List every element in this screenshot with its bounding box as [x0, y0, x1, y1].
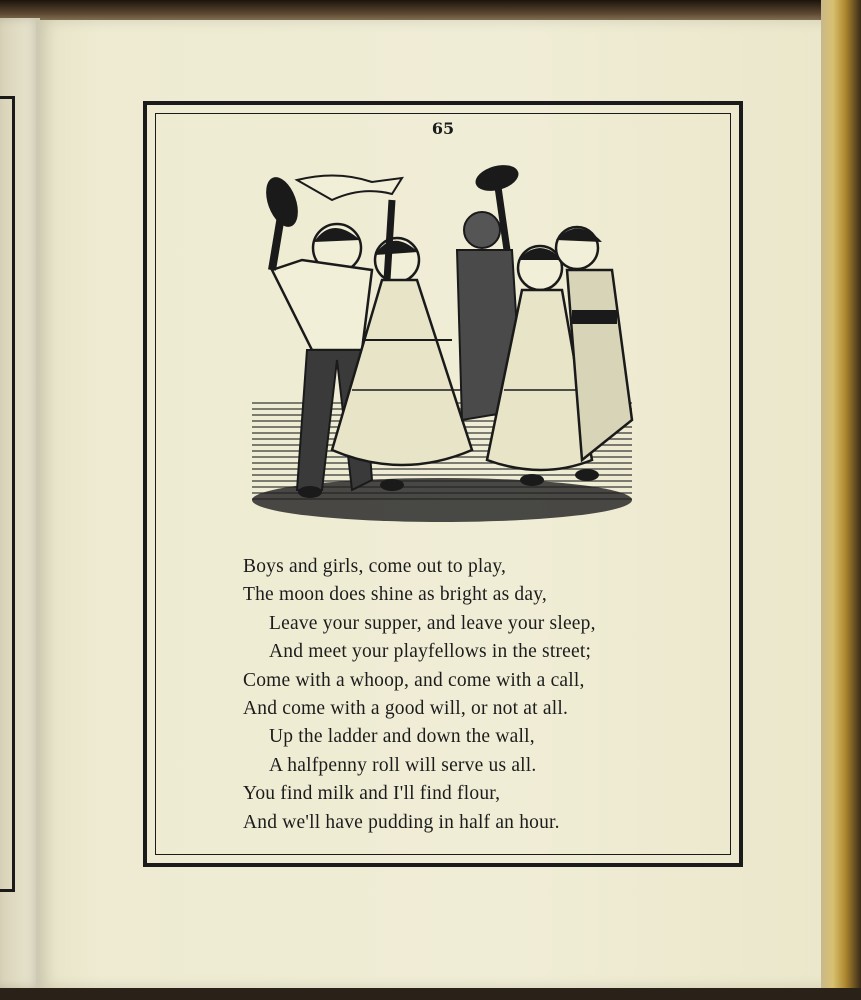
dancing-children-woodcut-icon — [242, 160, 642, 530]
poem-line: And we'll have pudding in half an hour. — [243, 811, 560, 833]
poem-line: And come with a good will, or not at all. — [243, 698, 569, 720]
poem-line: Come with a whoop, and come with a call, — [243, 669, 585, 691]
poem-line: You find milk and I'll find flour, — [243, 783, 501, 805]
page-number: 65 — [431, 119, 455, 138]
poem-line: And meet your playfellows in the street; — [269, 641, 592, 663]
page-frame — [143, 101, 743, 867]
poem-line: Boys and girls, come out to play, — [243, 556, 507, 577]
book-cover-top-edge — [0, 0, 861, 22]
poem-line: The moon does shine as bright as day, — [243, 584, 547, 606]
book-page-edges-right — [821, 0, 861, 1000]
facing-page-frame — [0, 96, 15, 892]
poem-line: A halfpenny roll will serve us all. — [269, 754, 537, 776]
poem-text — [243, 553, 723, 837]
book-cover-bottom-edge — [0, 988, 861, 1000]
poem-line: Up the ladder and down the wall, — [269, 726, 535, 748]
facing-page-edge — [0, 18, 40, 988]
poem-line: Leave your supper, and leave your sleep, — [269, 612, 596, 634]
book-page — [36, 20, 828, 988]
